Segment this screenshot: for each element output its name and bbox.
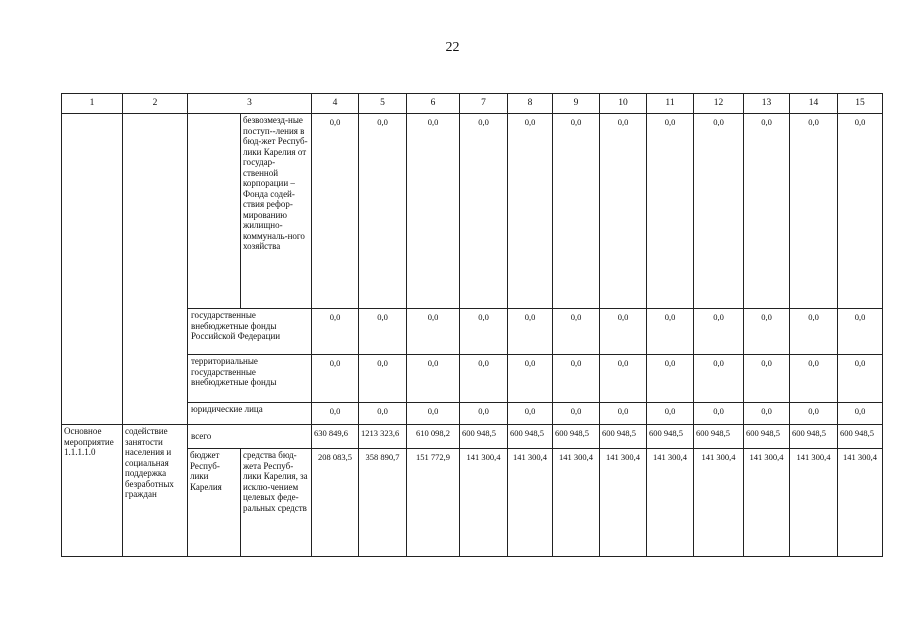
row-label: всего — [188, 425, 312, 449]
value-cell: 0,0 — [508, 355, 553, 403]
header-cell: 13 — [744, 94, 790, 114]
value-cell: 600 948,5 — [647, 425, 694, 449]
value-cell: 600 948,5 — [508, 425, 553, 449]
budget-source-label: бюджет Респуб-лики Карелия — [188, 449, 241, 557]
value-cell: 600 948,5 — [600, 425, 647, 449]
value-cell: 0,0 — [312, 355, 359, 403]
value-cell: 0,0 — [790, 355, 838, 403]
value-cell: 0,0 — [600, 403, 647, 425]
value-cell: 0,0 — [460, 114, 508, 309]
value-cell: 0,0 — [407, 309, 460, 355]
value-cell: 0,0 — [694, 114, 744, 309]
empty-cell — [62, 114, 123, 425]
value-cell: 0,0 — [600, 355, 647, 403]
row-label: безвозмезд-ные поступ--ления в бюд-жет Респуб-лики Карелия от государ-ственной корпорации – Фонда содей-ствия рефор-мированию жилищно-коммуналь-ного хозяйства — [241, 114, 312, 309]
header-cell: 8 — [508, 94, 553, 114]
header-cell: 14 — [790, 94, 838, 114]
value-cell: 0,0 — [600, 309, 647, 355]
value-cell: 0,0 — [407, 403, 460, 425]
header-cell: 2 — [123, 94, 188, 114]
value-cell: 0,0 — [553, 355, 600, 403]
value-cell: 0,0 — [312, 403, 359, 425]
value-cell: 0,0 — [694, 403, 744, 425]
value-cell: 610 098,2 — [407, 425, 460, 449]
value-cell: 358 890,7 — [359, 449, 407, 557]
measure-code: Основное мероприятие 1.1.1.1.0 — [62, 425, 123, 557]
header-cell: 3 — [188, 94, 312, 114]
value-cell: 0,0 — [647, 309, 694, 355]
value-cell: 0,0 — [744, 355, 790, 403]
value-cell: 0,0 — [600, 114, 647, 309]
value-cell: 600 948,5 — [790, 425, 838, 449]
value-cell: 0,0 — [460, 355, 508, 403]
value-cell: 141 300,4 — [790, 449, 838, 557]
value-cell: 141 300,4 — [694, 449, 744, 557]
value-cell: 141 300,4 — [838, 449, 883, 557]
value-cell: 0,0 — [553, 309, 600, 355]
header-row — [62, 94, 883, 114]
value-cell: 0,0 — [553, 403, 600, 425]
value-cell: 0,0 — [838, 309, 883, 355]
value-cell: 141 300,4 — [647, 449, 694, 557]
value-cell: 1213 323,6 — [359, 425, 407, 449]
value-cell: 0,0 — [508, 114, 553, 309]
header-cell: 12 — [694, 94, 744, 114]
header-cell: 1 — [62, 94, 123, 114]
value-cell: 0,0 — [694, 309, 744, 355]
value-cell: 141 300,4 — [460, 449, 508, 557]
value-cell: 141 300,4 — [744, 449, 790, 557]
value-cell: 141 300,4 — [600, 449, 647, 557]
value-cell: 0,0 — [790, 114, 838, 309]
value-cell: 0,0 — [359, 403, 407, 425]
empty-cell — [123, 114, 188, 425]
value-cell: 0,0 — [790, 309, 838, 355]
value-cell: 0,0 — [647, 114, 694, 309]
value-cell: 0,0 — [694, 355, 744, 403]
value-cell: 141 300,4 — [508, 449, 553, 557]
header-cell: 4 — [312, 94, 359, 114]
header-cell: 15 — [838, 94, 883, 114]
empty-cell — [188, 114, 241, 309]
value-cell: 0,0 — [744, 403, 790, 425]
header-cell: 6 — [407, 94, 460, 114]
row-label: государственные внебюджетные фонды Российской Федерации — [188, 309, 312, 355]
value-cell: 600 948,5 — [694, 425, 744, 449]
table-row — [62, 114, 883, 309]
table-row — [62, 425, 883, 449]
value-cell: 0,0 — [744, 114, 790, 309]
value-cell: 0,0 — [553, 114, 600, 309]
value-cell: 0,0 — [460, 309, 508, 355]
value-cell: 0,0 — [838, 114, 883, 309]
header-cell: 9 — [553, 94, 600, 114]
value-cell: 0,0 — [508, 309, 553, 355]
row-label: юридические лица — [188, 403, 312, 425]
page-number: 22 — [445, 40, 460, 55]
header-cell: 5 — [359, 94, 407, 114]
value-cell: 0,0 — [647, 355, 694, 403]
value-cell: 600 948,5 — [460, 425, 508, 449]
header-cell: 7 — [460, 94, 508, 114]
value-cell: 0,0 — [744, 309, 790, 355]
value-cell: 0,0 — [312, 309, 359, 355]
header-cell: 10 — [600, 94, 647, 114]
value-cell: 0,0 — [312, 114, 359, 309]
row-label: территориальные государственные внебюджетные фонды — [188, 355, 312, 403]
value-cell: 630 849,6 — [312, 425, 359, 449]
value-cell: 600 948,5 — [838, 425, 883, 449]
value-cell: 0,0 — [647, 403, 694, 425]
budget-table — [61, 93, 883, 557]
value-cell: 0,0 — [359, 114, 407, 309]
row-label: средства бюд-жета Респуб-лики Карелия, за исклю-чением целевых феде-ральных средств — [241, 449, 312, 557]
value-cell: 208 083,5 — [312, 449, 359, 557]
header-cell: 11 — [647, 94, 694, 114]
value-cell: 0,0 — [460, 403, 508, 425]
value-cell: 0,0 — [359, 355, 407, 403]
value-cell: 0,0 — [407, 355, 460, 403]
value-cell: 0,0 — [838, 403, 883, 425]
value-cell: 0,0 — [359, 309, 407, 355]
measure-name: содействие занятости населения и социальная поддержка безработных граждан — [123, 425, 188, 557]
value-cell: 600 948,5 — [744, 425, 790, 449]
value-cell: 0,0 — [407, 114, 460, 309]
value-cell: 0,0 — [790, 403, 838, 425]
value-cell: 0,0 — [838, 355, 883, 403]
value-cell: 600 948,5 — [553, 425, 600, 449]
value-cell: 151 772,9 — [407, 449, 460, 557]
value-cell: 0,0 — [508, 403, 553, 425]
value-cell: 141 300,4 — [553, 449, 600, 557]
